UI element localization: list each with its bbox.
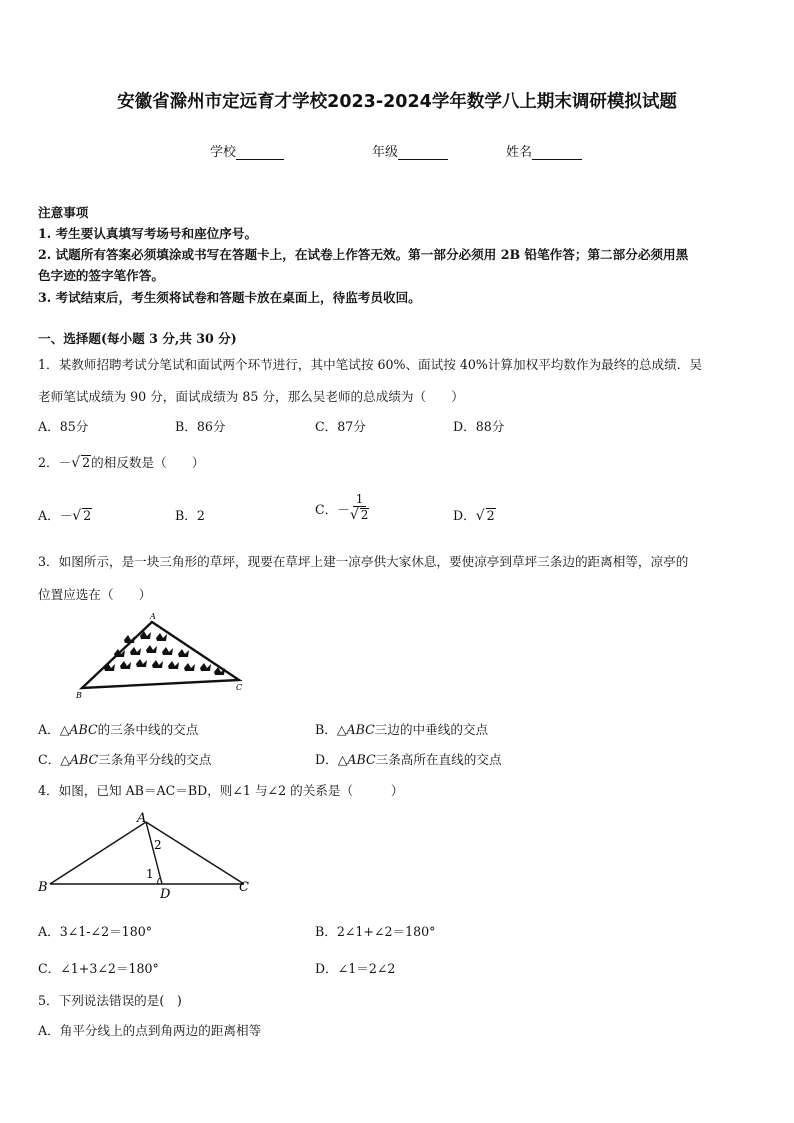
school-field[interactable] bbox=[210, 141, 284, 160]
grade-blank[interactable] bbox=[398, 145, 448, 160]
q1-option-a[interactable]: A．85分 bbox=[38, 419, 89, 434]
q4-option-a[interactable]: A．3∠1-∠2＝180° bbox=[38, 924, 153, 939]
name-blank[interactable] bbox=[532, 145, 582, 160]
question-4-line: 4．如图，已知 AB＝AC＝BD，则∠1 与∠2 的关系是（ ） bbox=[38, 783, 404, 798]
angle-label-1: 1 bbox=[146, 867, 154, 881]
grade-field[interactable] bbox=[372, 141, 448, 160]
q3-option-a[interactable]: A．△ABC的三条中线的交点 bbox=[38, 722, 199, 737]
question-3-line: 3．如图所示，是一块三角形的草坪，现要在草坪上建一凉亭供大家休息，要使凉亭到草坪三条边的距离相等，凉亭的 bbox=[38, 554, 689, 569]
note-item: 1. 考生要认真填写考场号和座位序号。 bbox=[38, 226, 258, 241]
q4-option-b[interactable]: B．2∠1+∠2＝180° bbox=[315, 924, 436, 939]
vertex-label-a: A bbox=[137, 811, 147, 826]
vertex-label-d: D bbox=[160, 887, 171, 900]
q3-option-d[interactable]: D．△ABC三条高所在直线的交点 bbox=[315, 752, 502, 767]
school-label: 学校 bbox=[210, 145, 237, 160]
q1-option-d[interactable]: D．88分 bbox=[453, 419, 505, 434]
exam-title: 安徽省滁州市定远育才学校2023-2024学年数学八上期末调研模拟试题 bbox=[117, 92, 677, 112]
q5-option-a[interactable]: A．角平分线上的点到角两边的距离相等 bbox=[38, 1023, 262, 1038]
question-1-line: 1．某教师招聘考试分笔试和面试两个环节进行，其中笔试按 60%、面试按 40%计算加权平均数作为最终的总成绩．吴 bbox=[38, 357, 702, 372]
q1-option-b[interactable]: B．86分 bbox=[175, 419, 226, 434]
q2-option-a[interactable]: A．－√ 2 bbox=[38, 508, 92, 524]
question-1-line: 老师笔试成绩为 90 分，面试成绩为 85 分，那么吴老师的总成绩为（ ） bbox=[38, 389, 464, 404]
q3-option-c[interactable]: C．△ABC三条角平分线的交点 bbox=[38, 752, 212, 767]
q2-option-d[interactable]: D．√ 2 bbox=[453, 508, 495, 524]
vertex-label-b: B bbox=[76, 691, 82, 700]
q2-option-b[interactable]: B．2 bbox=[175, 508, 205, 523]
note-item: 色字迹的签字笔作答。 bbox=[38, 268, 164, 283]
q1-option-c[interactable]: C．87分 bbox=[315, 419, 366, 434]
q4-option-c[interactable]: C．∠1+3∠2＝180° bbox=[38, 961, 159, 976]
note-item: 3. 考试结束后，考生须将试卷和答题卡放在桌面上，待监考员收回。 bbox=[38, 290, 421, 305]
q2-option-c[interactable]: C． － $\frac{1}{√ 2}$ bbox=[315, 492, 369, 524]
radical: 2 bbox=[82, 455, 91, 470]
angle-label-2: 2 bbox=[154, 838, 162, 852]
school-blank[interactable] bbox=[236, 145, 284, 160]
section-heading: 一、选择题(每小题 3 分,共 30 分) bbox=[38, 331, 237, 346]
vertex-label-a: A bbox=[150, 612, 156, 621]
vertex-label-c: C bbox=[239, 880, 249, 895]
grass-tufts bbox=[104, 631, 225, 675]
question-3-line: 位置应选在（ ） bbox=[38, 587, 152, 602]
q4-option-d[interactable]: D．∠1＝2∠2 bbox=[315, 961, 396, 976]
note-item: 2. 试题所有答案必须填涂或书写在答题卡上，在试卷上作答无效。第一部分必须用 2B 铅笔作答；第二部分必须用黑 bbox=[38, 247, 689, 262]
triangle-abc-figure bbox=[34, 808, 258, 900]
notes-heading: 注意事项 bbox=[38, 205, 89, 220]
question-5-line: 5．下列说法错误的是( ) bbox=[38, 993, 182, 1008]
lawn-triangle-figure bbox=[74, 610, 254, 700]
vertex-label-b: B bbox=[38, 880, 48, 895]
question-2-line: 2．－√ 2的相反数是（ ） bbox=[38, 455, 205, 471]
name-label: 姓名 bbox=[506, 145, 533, 160]
grade-label: 年级 bbox=[372, 145, 399, 160]
name-field[interactable] bbox=[506, 141, 582, 160]
vertex-label-c: C bbox=[236, 683, 243, 692]
q3-option-b[interactable]: B．△ABC三边的中垂线的交点 bbox=[315, 722, 489, 737]
